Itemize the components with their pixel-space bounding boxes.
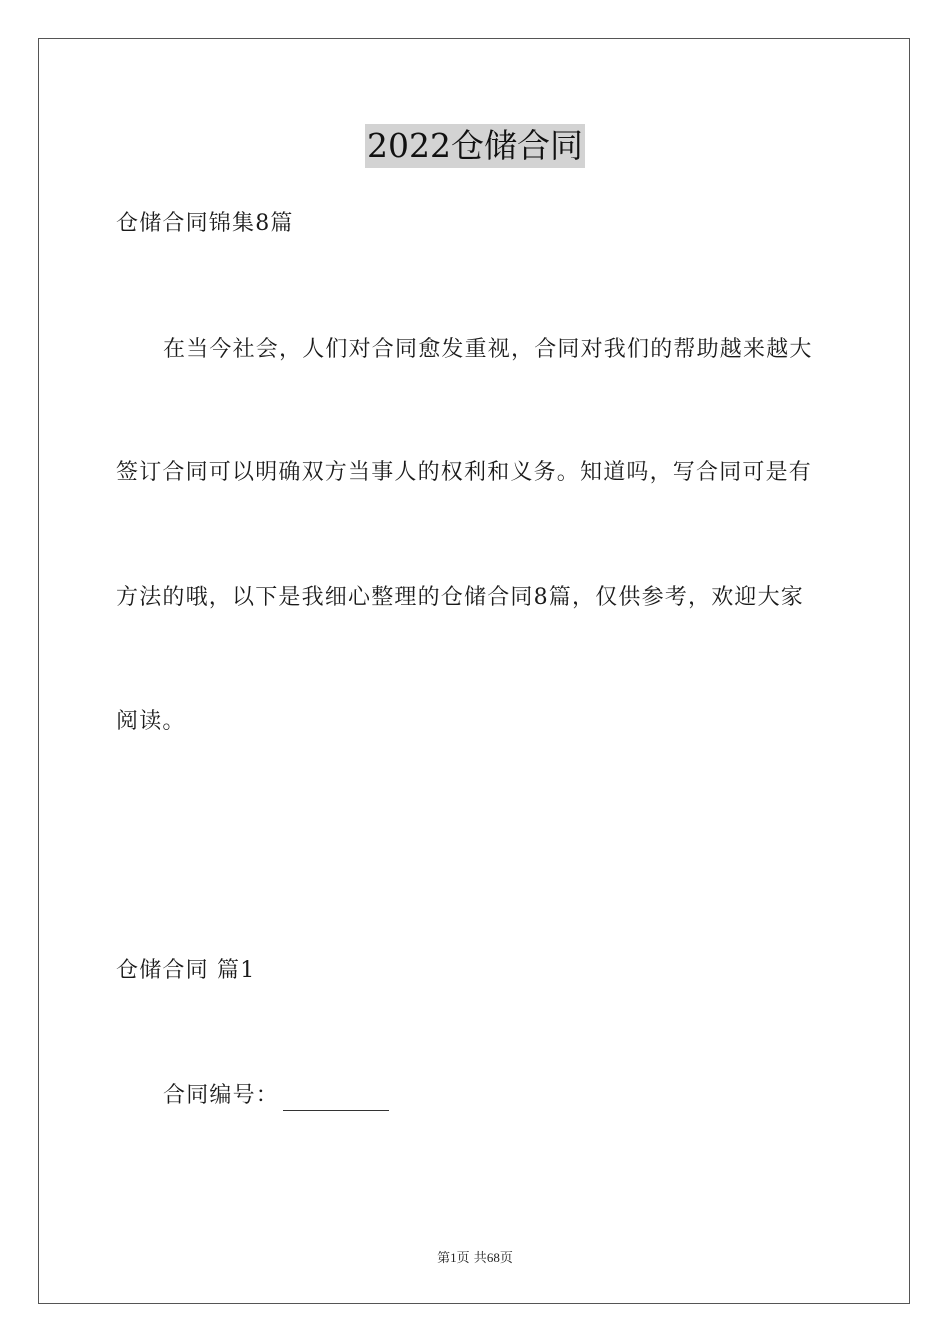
document-subtitle: 仓储合同锦集8篇 [116, 211, 294, 236]
contract-number-row [163, 1081, 389, 1111]
title-wrap [0, 124, 950, 168]
intro-line-4: 阅读。 [116, 709, 186, 734]
contract-number-label: 合同编号： [163, 1083, 280, 1108]
footer-page-suffix: 页 [499, 1251, 513, 1266]
footer-page-mid: 页 共 [456, 1251, 487, 1266]
footer-page-current: 1 [450, 1250, 457, 1265]
section-heading: 仓储合同 篇1 [116, 958, 256, 983]
intro-line-1: 在当今社会，人们对合同愈发重视，合同对我们的帮助越来越大 [163, 337, 813, 362]
document-title: 2022仓储合同 [365, 124, 585, 168]
contract-number-blank [283, 1088, 389, 1111]
page-footer [0, 1247, 950, 1266]
footer-page-prefix: 第 [437, 1251, 451, 1266]
footer-page-total: 68 [486, 1250, 500, 1265]
intro-line-3: 方法的哦，以下是我细心整理的仓储合同8篇，仅供参考，欢迎大家 [116, 585, 804, 610]
intro-line-2: 签订合同可以明确双方当事人的权利和义务。知道吗，写合同可是有 [116, 460, 813, 485]
